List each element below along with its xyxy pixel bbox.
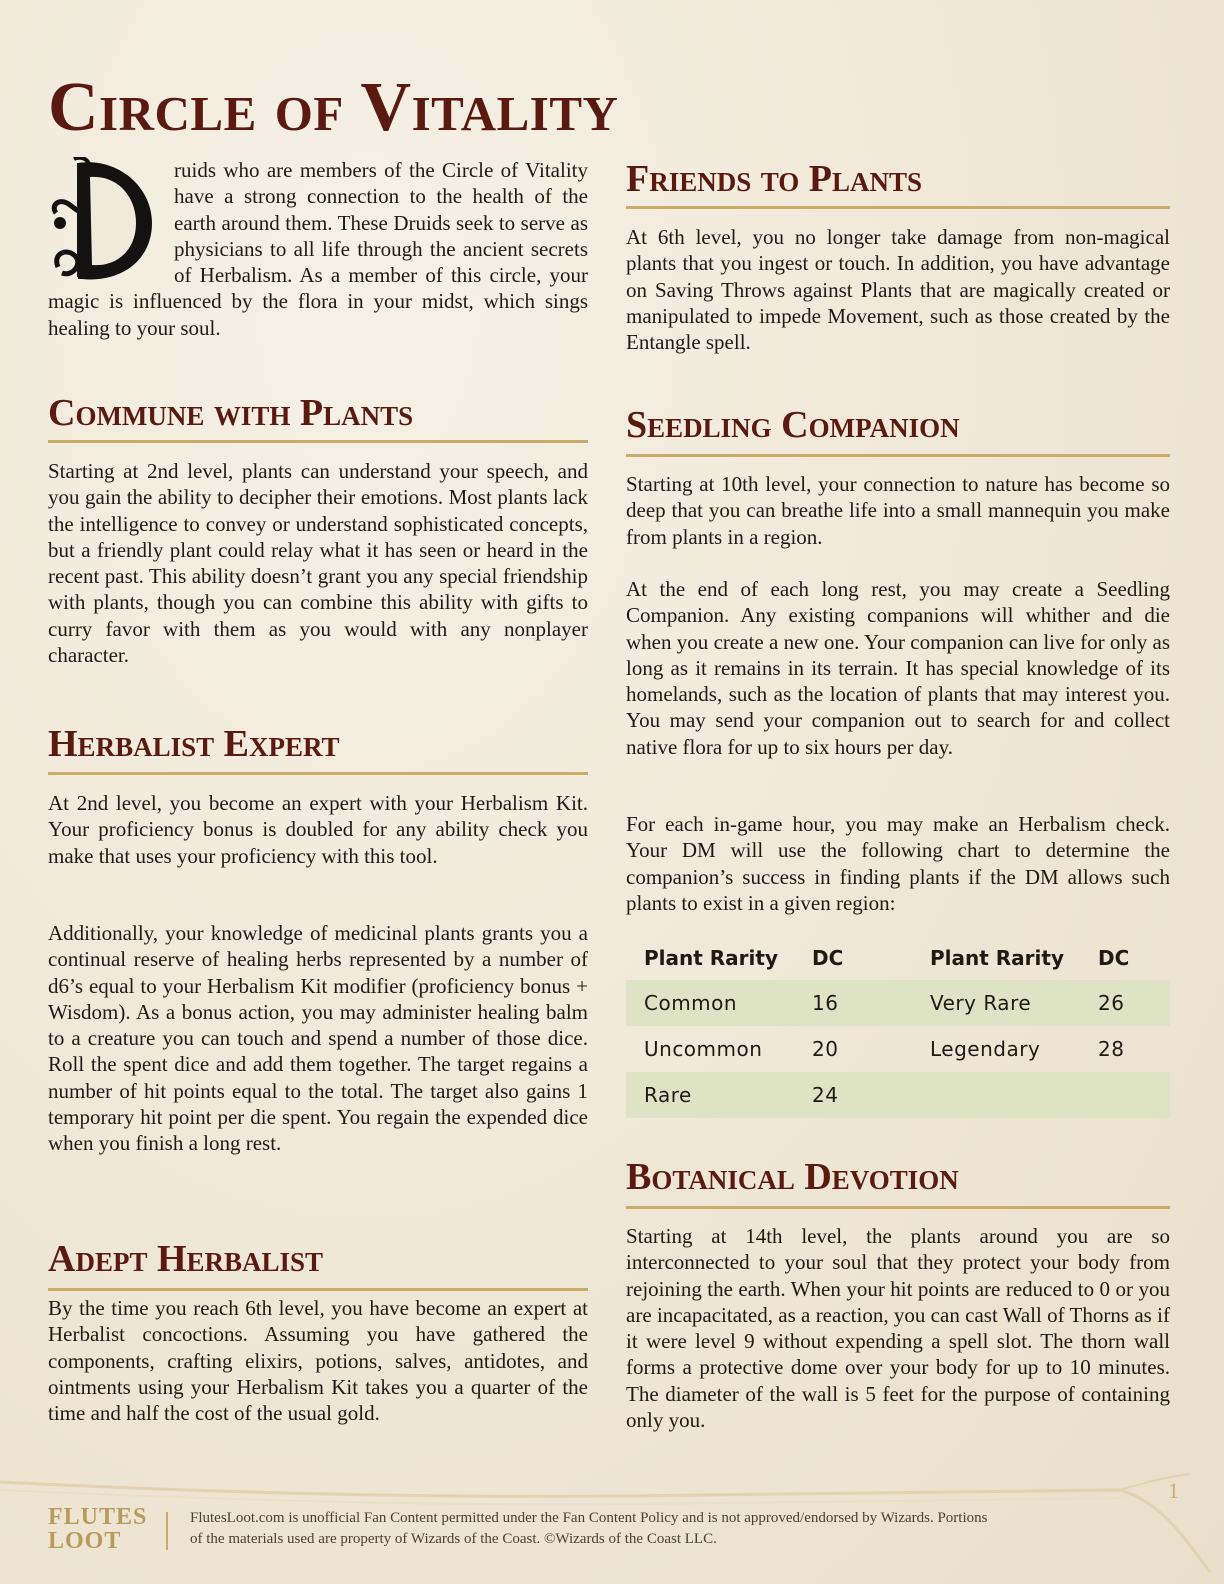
table-cell: Very Rare	[912, 980, 1080, 1026]
table-header: DC	[1098, 946, 1130, 970]
footer-legal-text: FlutesLoot.com is unofficial Fan Content permitted under the Fan Content Policy and is not approved/endorsed by Wizards. Portions of the materials used are property of Wizards of the Coast. ©Wizards of the Coast LLC.	[190, 1510, 988, 1547]
table-cell: 26	[1080, 980, 1170, 1026]
page-title: Circle of Vitality	[48, 69, 619, 146]
intro-text: ruids who are members of the Circle of Vitality have a strong connection to the health of the earth around them. These Druids seek to serve as physicians to all life through the ancient secrets of Herbalism. As a member of this circle, your magic is influenced by the flora in your midst, which sings healing to your soul.	[48, 158, 588, 340]
table-cell: 24	[794, 1072, 912, 1118]
page-number: 1	[1168, 1478, 1179, 1503]
commune-title: Commune with Plants	[48, 392, 414, 434]
flutes-loot-logo	[48, 1505, 148, 1553]
section-divider	[626, 206, 1170, 209]
adept-herbalist-paragraph: By the time you reach 6th level, you have become an expert at Herbalist concoctions. Assuming you have gathered the components, crafting elixirs, potions, salves, antidotes, and ointments using your Herbalism Kit takes you a quarter of the time and half the cost of the usual gold.	[48, 1296, 588, 1426]
section-divider	[626, 1206, 1170, 1209]
seedling-paragraph-1: Starting at 10th level, your connection to nature has become so deep that you can breathe life into a small mannequin you make from plants in a region.	[626, 472, 1170, 549]
footer-divider	[166, 1512, 168, 1550]
intro-paragraph	[48, 157, 588, 341]
table-row	[626, 1072, 1170, 1118]
table-cell	[912, 1072, 1080, 1118]
friends-paragraph: At 6th level, you no longer take damage from non-magical plants that you ingest or touch. In addition, you have advantage on Saving Throws against Plants that are magically created or manipulated to impede Movement, such as those created by the Entangle spell.	[626, 225, 1170, 355]
herbalist-expert-paragraph-2: Additionally, your knowledge of medicinal plants grants you a continual reserve of healing herbs represented by a number of d6’s equal to your Herbalism Kit modifier (proficiency bonus + Wisdom). As a bonus action, you may administer healing balm to a creature you can touch and spend a number of those dice. Roll the spent dice and add them together. The target regains a number of hit points equal to the total. The target also gains 1 temporary hit point per die spent. You regain the expended dice when you finish a long rest.	[48, 921, 588, 1156]
table-cell: 16	[794, 980, 912, 1026]
seedling-paragraph-3: For each in-game hour, you may make an Herbalism check. Your DM will use the following chart to determine the companion’s success in finding plants if the DM allows such plants to exist in a given region:	[626, 812, 1170, 915]
table-header-row	[626, 936, 1170, 980]
plant-rarity-table	[626, 936, 1170, 1118]
seedling-paragraph-2: At the end of each long rest, you may create a Seedling Companion. Any existing companions will whither and die when you create a new one. Your companion can live for only as long as it remains in its terrain. It has special knowledge of its homelands, such as the location of plants that may interest you. You may send your companion out to search for and collect native flora for up to six hours per day.	[626, 577, 1170, 759]
seedling-title: Seedling Companion	[626, 404, 960, 446]
section-divider	[48, 440, 588, 443]
section-divider	[626, 454, 1170, 457]
table-cell: 20	[812, 1037, 839, 1061]
botanical-title: Botanical Devotion	[626, 1156, 959, 1198]
table-header: DC	[812, 946, 844, 970]
table-row	[626, 980, 1170, 1026]
dropcap-d-icon	[48, 157, 160, 285]
table-cell: 28	[1098, 1037, 1125, 1061]
herbalist-expert-title: Herbalist Expert	[48, 723, 340, 765]
section-divider	[48, 1288, 588, 1291]
section-divider	[48, 772, 588, 775]
table-cell: Common	[626, 980, 794, 1026]
botanical-paragraph: Starting at 14th level, the plants around you are so interconnected to your soul that they protect your body from rejoining the earth. When your hit points are reduced to 0 or you are incapacitated, as a reaction, you can cast Wall of Thorns as if it were level 9 without expending a spell slot. The thorn wall forms a protective dome over your body for up to 10 minutes. The diameter of the wall is 5 feet for the purpose of containing only you.	[626, 1224, 1170, 1433]
friends-title: Friends to Plants	[626, 158, 923, 200]
logo-line: FLUTES	[48, 1504, 148, 1530]
table-header: Plant Rarity	[644, 946, 778, 970]
commune-paragraph: Starting at 2nd level, plants can understand your speech, and you gain the ability to decipher their emotions. Most plants lack the intelligence to convey or understand sophisticated concepts, but a friendly plant could relay what it has seen or heard in the recent past. This ability doesn’t grant you any special friendship with plants, though you can combine this ability with gifts to curry favor with them as you would with any nonplayer character.	[48, 459, 588, 668]
herbalist-expert-paragraph-1: At 2nd level, you become an expert with your Herbalism Kit. Your proficiency bonus is doubled for any ability check you make that uses your proficiency with this tool.	[48, 791, 588, 868]
table-cell: Rare	[626, 1072, 794, 1118]
table-cell: Uncommon	[644, 1037, 763, 1061]
table-cell	[1080, 1072, 1170, 1118]
table-header: Plant Rarity	[930, 946, 1064, 970]
adept-herbalist-title: Adept Herbalist	[48, 1238, 324, 1280]
logo-line: LOOT	[48, 1528, 122, 1554]
table-row	[626, 1026, 1170, 1072]
table-cell: Legendary	[930, 1037, 1041, 1061]
